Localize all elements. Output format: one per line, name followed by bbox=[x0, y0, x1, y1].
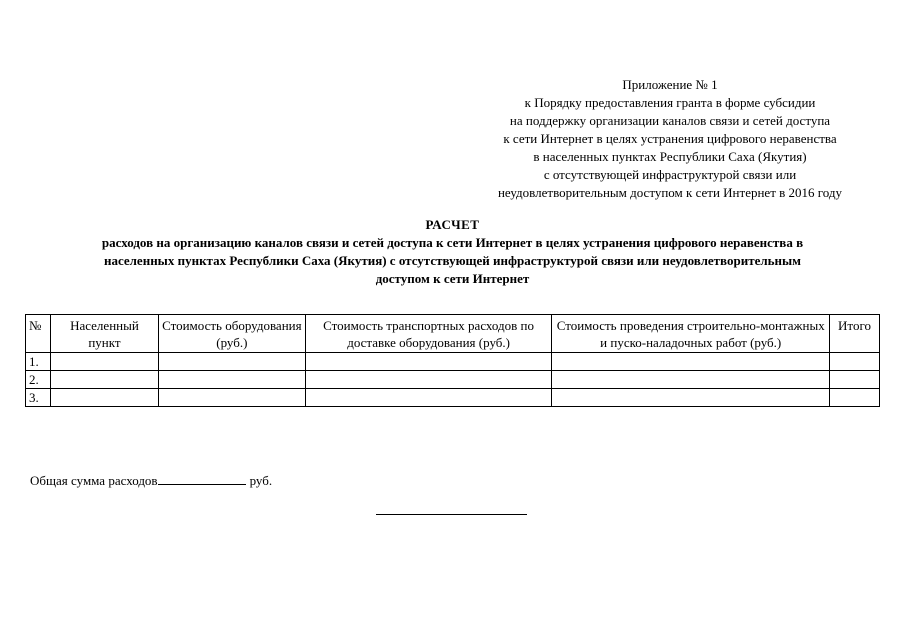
signature-line bbox=[376, 514, 527, 515]
table-cell bbox=[552, 371, 830, 389]
total-label: Общая сумма расходов bbox=[30, 473, 158, 488]
table-row bbox=[26, 353, 880, 371]
document-title bbox=[30, 216, 875, 288]
appendix-line: к Порядку предоставления гранта в форме субсидии bbox=[524, 95, 816, 110]
row-number-cell: 3. bbox=[26, 389, 51, 407]
appendix-block bbox=[460, 76, 880, 202]
title-heading: РАСЧЕТ bbox=[425, 217, 480, 232]
row-number-cell: 1. bbox=[26, 353, 51, 371]
table-cell bbox=[305, 353, 552, 371]
table-cell bbox=[552, 389, 830, 407]
table-cell bbox=[830, 371, 880, 389]
title-line: расходов на организацию каналов связи и сетей доступа к сети Интернет в целях устранения цифрового неравенства в bbox=[101, 235, 804, 250]
table-row bbox=[26, 371, 880, 389]
appendix-line: в населенных пунктах Республики Саха (Якутия) bbox=[533, 149, 807, 164]
appendix-line: на поддержку организации каналов связи и сетей доступа bbox=[509, 113, 831, 128]
table-cell bbox=[305, 371, 552, 389]
appendix-line: с отсутствующей инфраструктурой связи или bbox=[543, 167, 797, 182]
header-construction-cost: Стоимость проведения строительно-монтажных и пуско-наладочных работ (руб.) bbox=[552, 315, 830, 353]
appendix-line: неудовлетворительным доступом к сети Интернет в 2016 году bbox=[497, 185, 843, 200]
table-row bbox=[26, 389, 880, 407]
table-cell bbox=[50, 353, 158, 371]
table-cell bbox=[158, 353, 305, 371]
title-line: доступом к сети Интернет bbox=[375, 271, 530, 286]
table-cell bbox=[552, 353, 830, 371]
appendix-line: Приложение № 1 bbox=[622, 77, 718, 92]
table-cell bbox=[50, 389, 158, 407]
total-expenses-line bbox=[30, 472, 272, 489]
total-unit: руб. bbox=[249, 473, 273, 488]
table-cell bbox=[158, 389, 305, 407]
table-cell bbox=[50, 371, 158, 389]
appendix-line: к сети Интернет в целях устранения цифрового неравенства bbox=[503, 131, 837, 146]
header-locality: Населенный пункт bbox=[50, 315, 158, 353]
header-total: Итого bbox=[830, 315, 880, 353]
table-cell bbox=[830, 353, 880, 371]
title-line: населенных пунктах Республики Саха (Якутия) с отсутствующей инфраструктурой связи или неудовлетворительным bbox=[103, 253, 802, 268]
row-number-cell: 2. bbox=[26, 371, 51, 389]
total-blank-field bbox=[158, 472, 246, 485]
table-cell bbox=[830, 389, 880, 407]
calculation-table bbox=[25, 314, 880, 407]
table-cell bbox=[305, 389, 552, 407]
header-number: № bbox=[26, 315, 51, 353]
header-equipment-cost: Стоимость оборудования (руб.) bbox=[158, 315, 305, 353]
table-cell bbox=[158, 371, 305, 389]
table-header-row bbox=[26, 315, 880, 353]
header-transport-cost: Стоимость транспортных расходов по доставке оборудования (руб.) bbox=[305, 315, 552, 353]
